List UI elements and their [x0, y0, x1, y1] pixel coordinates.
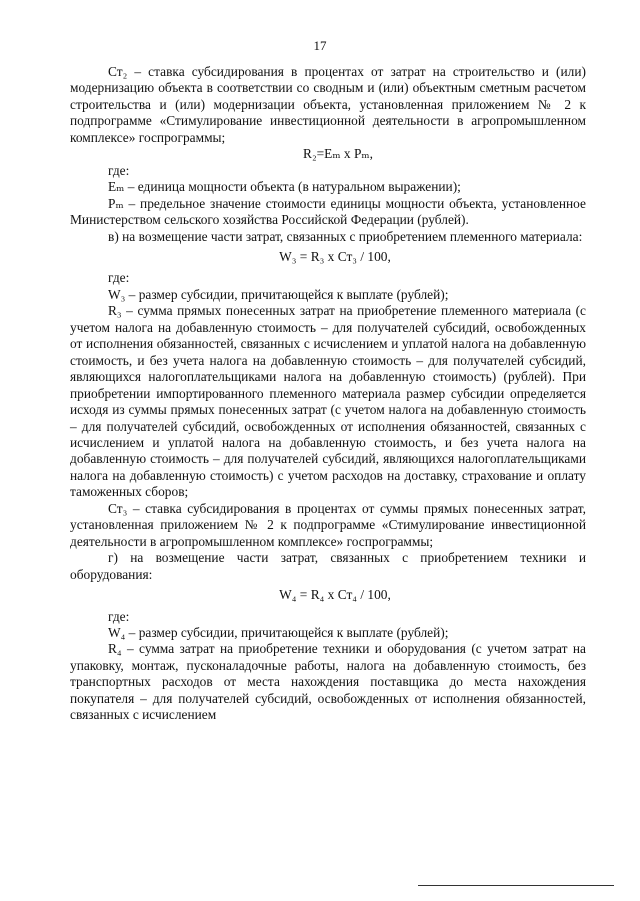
paragraph-r3-definition: R₃ – сумма прямых понесенных затрат на приобретение племенного материала (с учетом налога на добавленную стоимость – для получателей субсидий, освобожденных от исполнения обязанностей, связанных с исчислением и уплатой налога на добавленную стоимость, и без учета налога на добавленную стоимость – для получателей субсидий, являющихся налогоплательщиками налога на добавленную стоимость) (рублей). При приобретении импортированного племенного материала размер субсидии определяется исходя из суммы прямых понесенных затрат (с учетом налога на добавленную стоимость – для получателей субсидий, освобожденных от исполнения обязанностей, связанных с исчислением и уплатой налога на добавленную стоимость, и без учета налога на добавленную стоимость – для получателей субсидий, являющихся налогоплательщиками налога на добавленную стоимость) с учетом расходов на доставку, страхование и оплату таможенных сборов; — [70, 303, 586, 500]
paragraph-em-definition: Eₘ – единица мощности объекта (в натуральном выражении); — [108, 179, 461, 195]
paragraph-w4-definition: W₄ – размер субсидии, причитающейся к выплате (рублей); — [108, 624, 449, 640]
document-body — [70, 64, 586, 724]
where-label: где: — [108, 162, 130, 178]
paragraph-pm-definition: Pₘ – предельное значение стоимости единицы мощности объекта, установленное Министерством сельского хозяйства Российской Федерации (рублей). — [70, 195, 586, 228]
paragraph-item-g: г) на возмещение части затрат, связанных с приобретением техники и оборудования: — [70, 550, 586, 582]
paragraph-r4-definition: R₄ – сумма затрат на приобретение техники и оборудования (с учетом затрат на упаковку, монтаж, пусконаладочные работы, налога на добавленную стоимость, без транспортных расходов от места нахождения поставщика до места нахождения покупателя – для получателей субсидий, освобожденных от исполнения обязанностей, связанных с исчислением — [70, 641, 586, 723]
paragraph-item-v: в) на возмещение части затрат, связанных с приобретением племенного материала: — [108, 228, 583, 244]
page-number: 17 — [313, 38, 327, 53]
footer-rule — [418, 885, 614, 886]
formula-r2: R₂=Eₘ x Pₘ, — [303, 146, 373, 162]
paragraph-st2-definition: Ст₂ – ставка субсидирования в процентах от затрат на строительство и (или) модернизацию объекта в соответствии со сводным и (или) объектным сметным расчетом строительства и (или) модернизации объекта, установленная приложением № 2 к подпрограмме «Стимулирование инвестиционной деятельности в агропромышленном комплексе» госпрограммы; — [70, 64, 586, 145]
formula-w4: W₄ = R₄ x Ст₄ / 100, — [279, 587, 391, 603]
paragraph-st3-definition: Ст₃ – ставка субсидирования в процентах от суммы прямых понесенных затрат, установленная приложением № 2 к подпрограмме «Стимулирование инвестиционной деятельности в агропромышленном комплексе» госпрограммы; — [70, 500, 586, 549]
where-label: где: — [108, 608, 130, 624]
paragraph-w3-definition: W₃ – размер субсидии, причитающейся к выплате (рублей); — [108, 286, 449, 302]
formula-w3: W₃ = R₃ x Ст₃ / 100, — [279, 248, 391, 264]
where-label: где: — [108, 270, 130, 286]
